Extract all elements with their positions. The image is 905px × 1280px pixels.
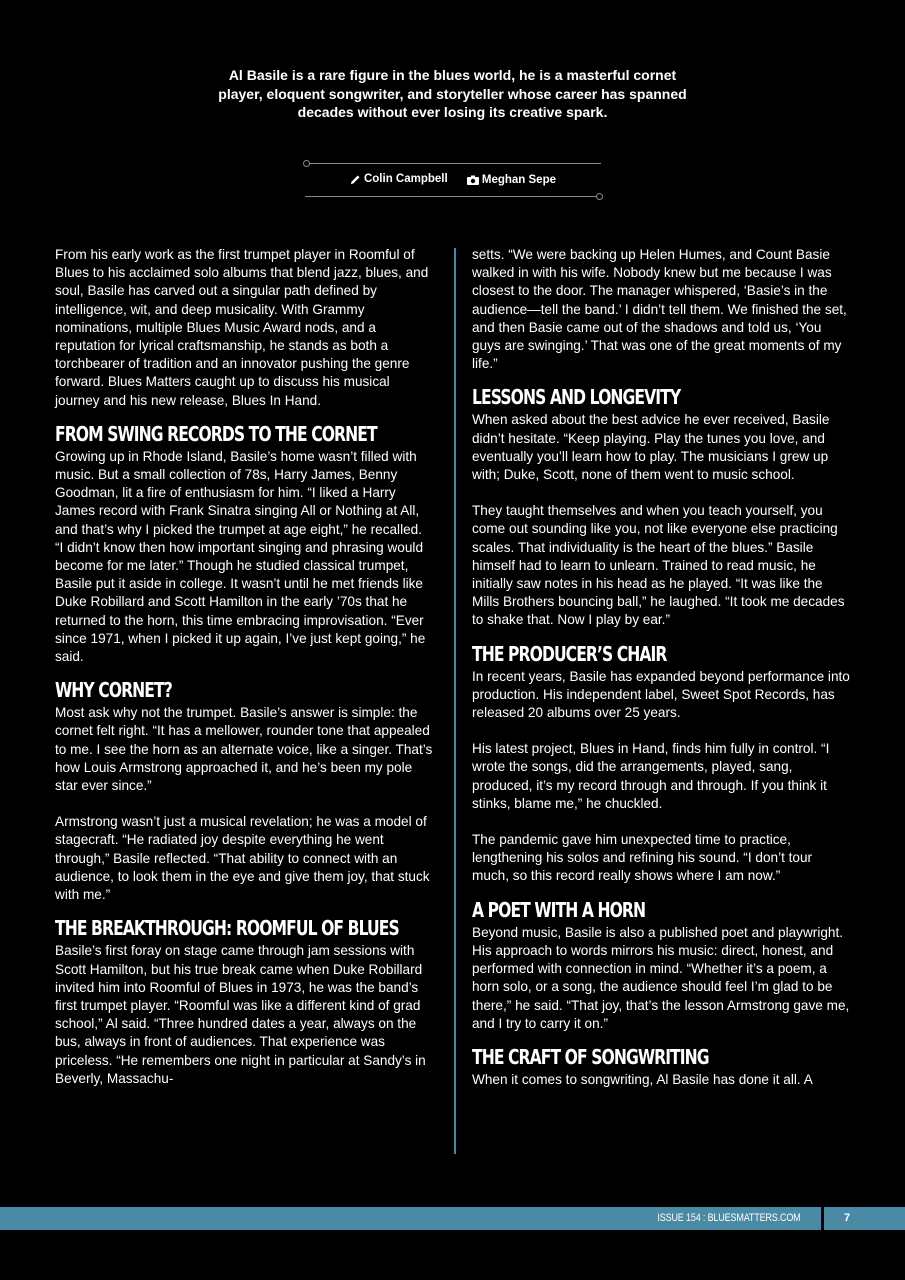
camera-icon bbox=[467, 175, 479, 185]
body-paragraph: When it comes to songwriting, Al Basile has done it all. A bbox=[472, 1071, 813, 1087]
body-paragraph: Growing up in Rhode Island, Basile’s home wasn’t filled with music. But a small collection of 78s, Harry James, Benny Goodman, lit a fire of enthusiasm for him. “I liked a Harry James record with Frank Sinatra singing All or Nothing at All, and that’s why I picked the trumpet at age eight,” he recalled. “I didn’t know then how important singing and phrasing would become for me later.” Though he studied classical trumpet, Basile put it aside in college. It wasn’t until he met friends like Duke Robillard and Scott Hamilton in the early ’70s that he returned to the horn, this time embracing improvisation. “Ever since 1971, when I picked it up again, I’ve just kept going,” he said. bbox=[55, 448, 426, 665]
article-column-left bbox=[55, 246, 433, 1088]
standfirst: Al Basile is a rare figure in the blues world, he is a masterful cornet player, eloquent songwriter, and storyteller whose career has spanned decades without ever losing its creative spark. bbox=[218, 67, 687, 120]
body-paragraph: Armstrong wasn’t just a musical revelation; he was a model of stagecraft. “He radiated joy despite everything he went through,” Basile reflected. “That ability to connect with an audience, to look them in the eye and give them joy, that stuck with me.” bbox=[55, 814, 430, 903]
byline-rule-top bbox=[305, 163, 601, 164]
body-paragraph: Basile’s first foray on stage came through jam sessions with Scott Hamilton, but his true break came when Duke Robillard invited him into Roomful of Blues in 1973, he was the band’s first trumpet player. “Roomful was like a different kind of grad school,” Al said. “Three hundred dates a year, always on the bus, always in front of audiences. That experience was priceless. “He remembers one night in particular at Sandy’s in Beverly, Massachu- bbox=[55, 943, 426, 1086]
section-heading: THE PRODUCER’S CHAIR bbox=[472, 641, 667, 666]
body-paragraph: His latest project, Blues in Hand, finds him fully in control. “I wrote the songs, did the arrangements, played, sang, produced, it’s my record through and through. If you think it stinks, blame me,” he chuckled. bbox=[472, 741, 830, 811]
body-paragraph: They taught themselves and when you teach yourself, you come out sounding like you, not like everyone else practicing scales. That individuality is the heart of the blues.” Basile himself had to learn to unlearn. Trained to read music, he initially saw notes in his head as he played. “It was like the Mills Brothers bouncing ball,” he laughed. “It took me decades to shake that. Now I play by ear.” bbox=[472, 503, 845, 628]
body-paragraph: Most ask why not the trumpet. Basile’s answer is simple: the cornet felt right. “It has a mellower, rounder tone that appealed to me. I see the horn as an alternate voice, like a singer. That’s how Louis Armstrong approached it, and he’s been my pole star ever since.” bbox=[55, 705, 433, 794]
byline-rule-bottom bbox=[305, 196, 601, 197]
photographer-name: Meghan Sepe bbox=[481, 173, 557, 186]
section-heading: THE CRAFT OF SONGWRITING bbox=[472, 1044, 709, 1069]
body-paragraph: setts. “We were backing up Helen Humes, and Count Basie walked in with his wife. Nobody knew but me because I was closest to the door. The manager whispered, ‘Basie’s in the audience—tell the band.’ I didn’t tell them. We finished the set, and then Basie came out of the shadows and told us, ‘You guys are swinging.’ That was one of the great moments of my life.” bbox=[472, 247, 847, 372]
pencil-icon bbox=[350, 174, 361, 185]
body-paragraph: When asked about the best advice he ever received, Basile didn’t hesitate. “Keep playing. Play the tunes you love, and eventually you’ll learn how to play. The musicians I grew up with; Duke, Scott, none of them went to music school. bbox=[472, 412, 830, 483]
body-paragraph: The pandemic gave him unexpected time to practice, lengthening his solos and refining his sound. “I don’t tour much, so this record really shows where I am now.” bbox=[472, 832, 813, 884]
photographer-credit bbox=[467, 174, 556, 186]
section-heading: THE BREAKTHROUGH: ROOMFUL OF BLUES bbox=[55, 916, 399, 941]
article-column-right bbox=[472, 246, 850, 1089]
column-divider bbox=[454, 248, 456, 1154]
writer-name: Colin Campbell bbox=[363, 173, 448, 185]
byline-rule-dot bbox=[303, 160, 310, 167]
body-paragraph: In recent years, Basile has expanded beyond performance into production. His independent label, Sweet Spot Records, has released 20 albums over 25 years. bbox=[472, 668, 850, 721]
issue-label: ISSUE 154 : BLUESMATTERS.COM bbox=[657, 1212, 801, 1224]
page-number: 7 bbox=[844, 1212, 851, 1224]
footer-separator bbox=[821, 1207, 824, 1230]
section-heading: LESSONS AND LONGEVITY bbox=[472, 385, 681, 410]
byline bbox=[305, 158, 601, 200]
page-footer bbox=[0, 1207, 905, 1230]
writer-credit bbox=[350, 173, 448, 185]
body-paragraph: Beyond music, Basile is also a published poet and playwright. His approach to words mirrors his music: direct, honest, and performed with connection in mind. “Whether it’s a poem, a horn solo, or a song, the audience should feel I’m glad to be there,” he said. “That joy, that’s the lesson Armstrong gave me, and I try to carry it on.” bbox=[472, 924, 850, 1031]
section-heading: WHY CORNET? bbox=[55, 678, 172, 703]
section-heading: A POET WITH A HORN bbox=[472, 897, 646, 922]
intro-paragraph: From his early work as the first trumpet player in Roomful of Blues to his acclaimed solo albums that blend jazz, blues, and soul, Basile has carved out a singular path defined by intelligence, wit, and deep musicality. With Grammy nominations, multiple Blues Music Award nods, and a reputation for lyrical craftsmanship, he stands as both a torchbearer of tradition and an innovator pushing the genre forward. Blues Matters caught up to discuss his musical journey and his new release, Blues In Hand. bbox=[55, 247, 429, 408]
section-heading: FROM SWING RECORDS TO THE CORNET bbox=[55, 421, 377, 446]
byline-rule-dot bbox=[596, 193, 603, 200]
credits bbox=[305, 173, 601, 188]
